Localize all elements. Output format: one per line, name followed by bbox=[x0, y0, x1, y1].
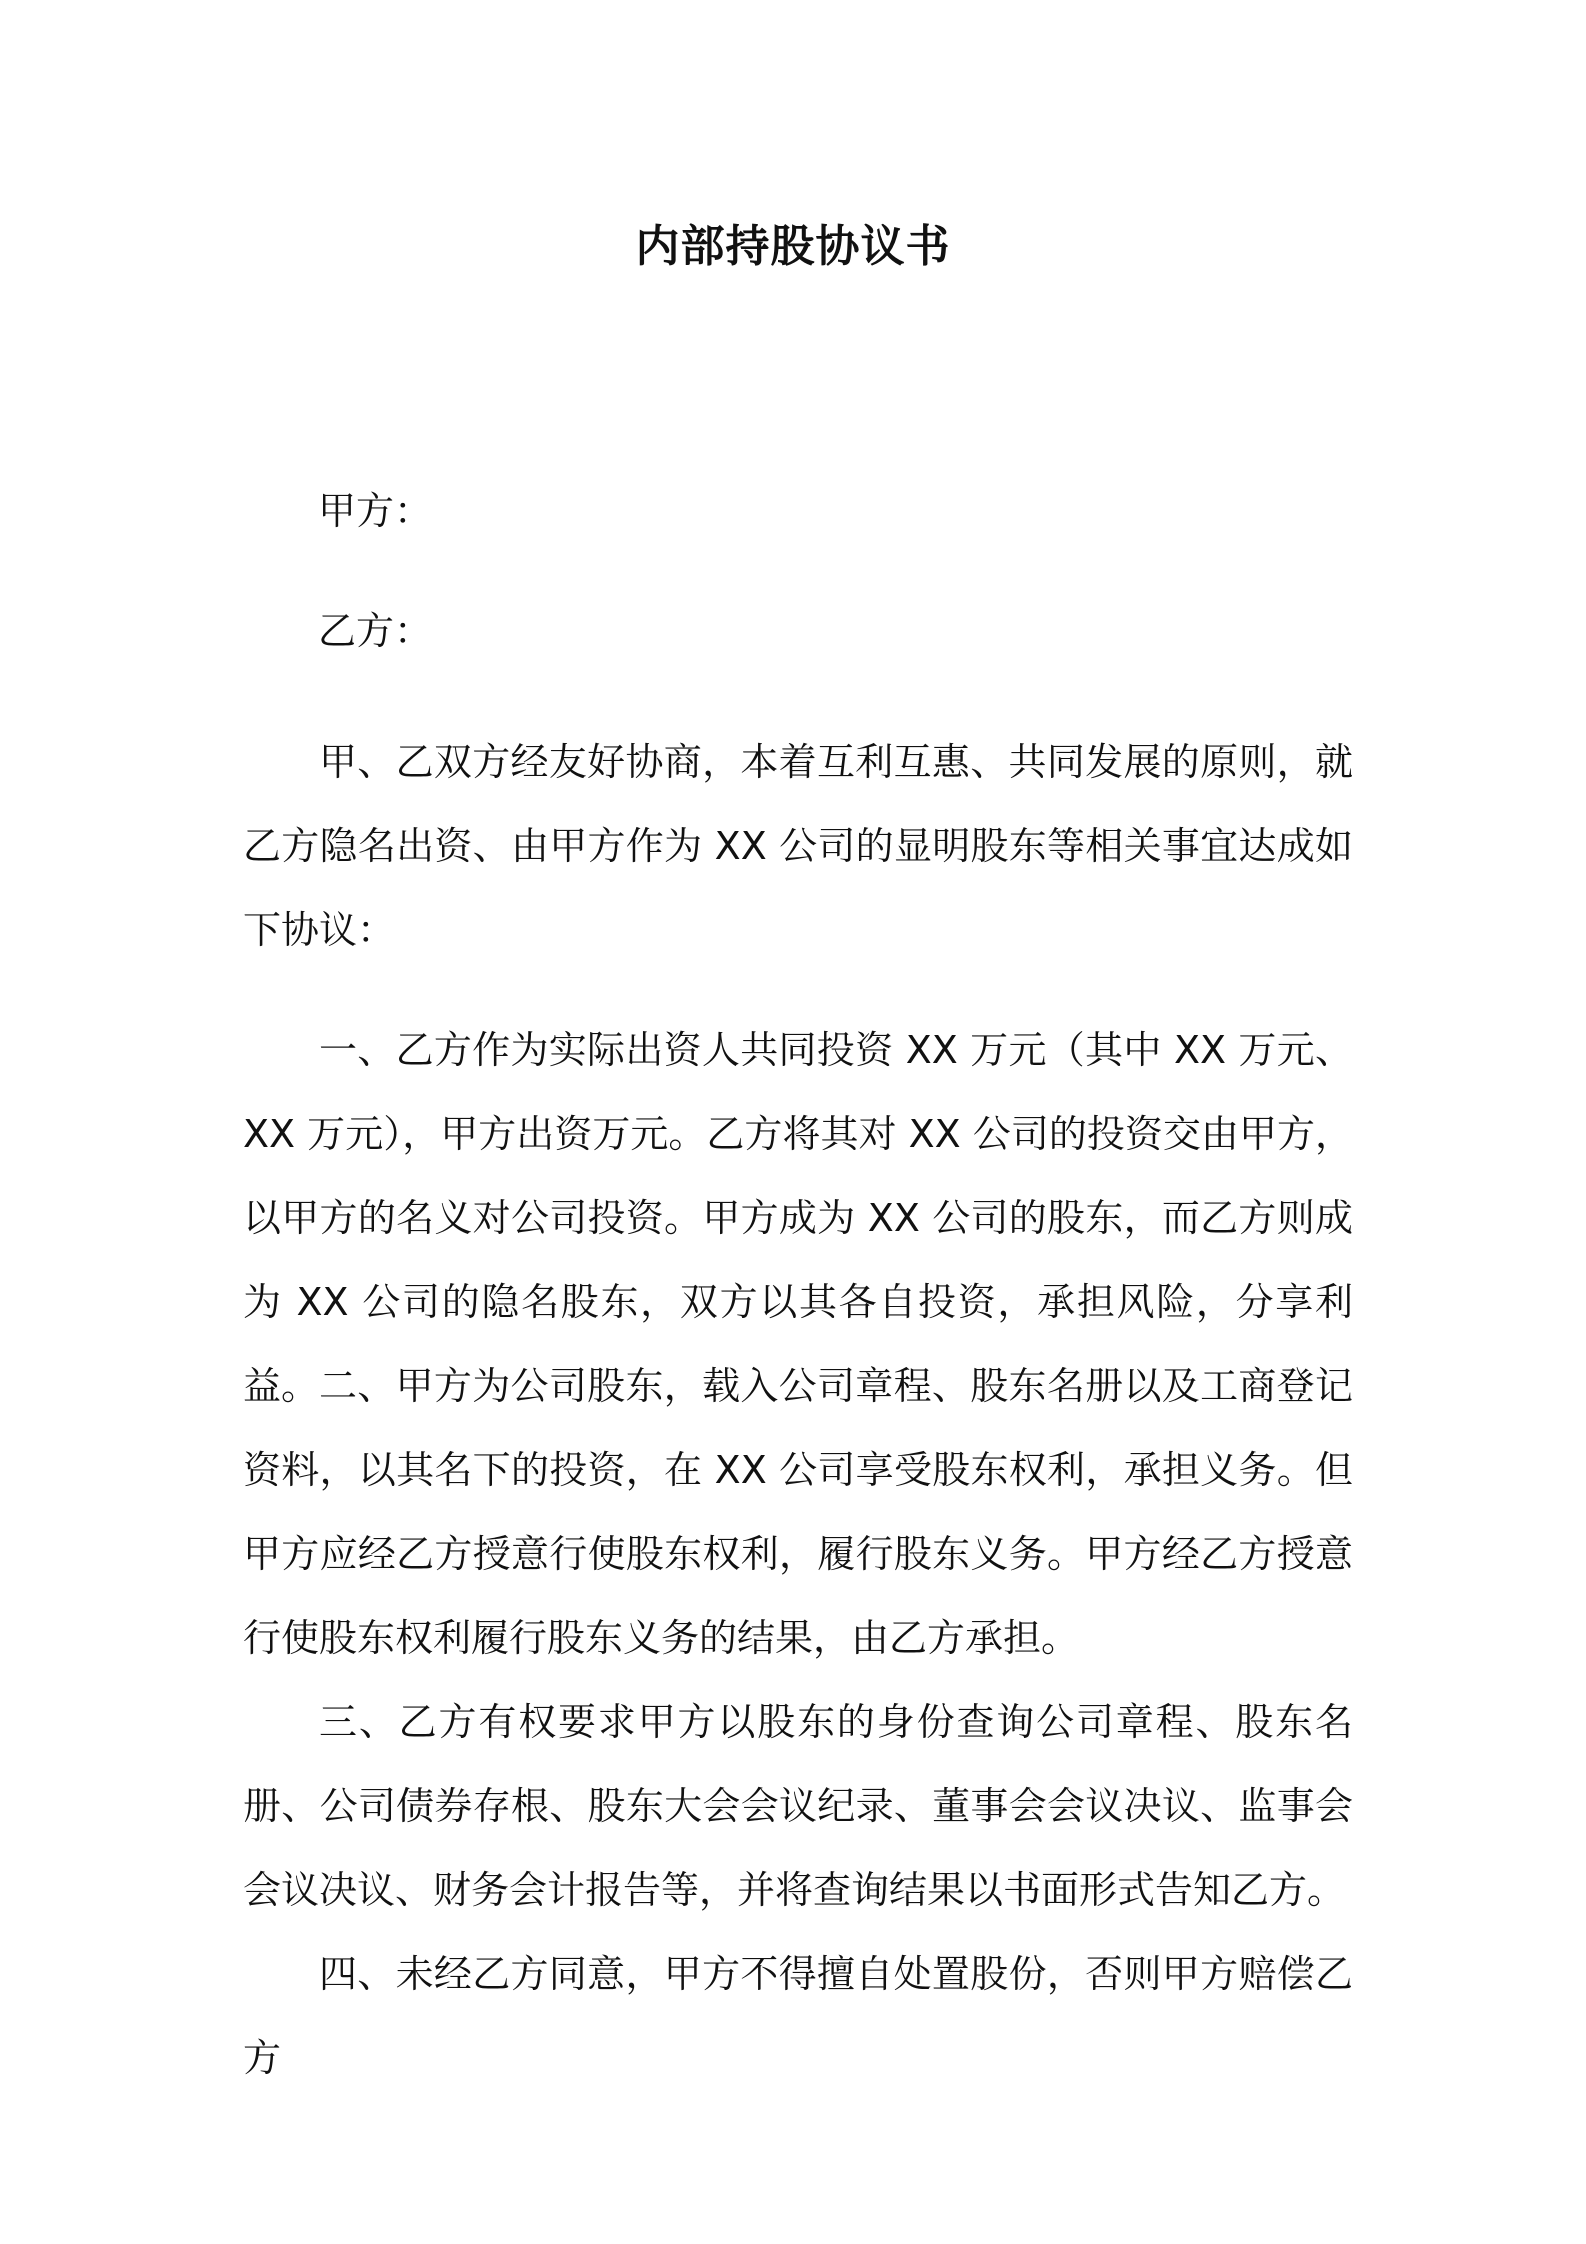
clause-1-paragraph: 一、乙方作为实际出资人共同投资 XX 万元（其中 XX 万元、XX 万元），甲方出资万元。乙方将其对 XX 公司的投资交由甲方，以甲方的名义对公司投资。甲方成为 XX 公司的股东，而乙方则成为 XX 公司的隐名股东，双方以其各自投资，承担风险，分享利益。 bbox=[243, 1028, 1353, 1408]
clause-2-paragraph: 二、甲方为公司股东，载入公司章程、股东名册以及工商登记资料，以其名下的投资，在 XX 公司享受股东权利，承担义务。但甲方应经乙方授意行使股东权利，履行股东义务。甲方经乙方授意行使股东权利履行股东义务的结果，由乙方承担。 bbox=[243, 1364, 1353, 1660]
party-b-label: 乙方： bbox=[318, 609, 433, 653]
party-a-label: 甲方： bbox=[318, 489, 433, 533]
clause-3-paragraph: 三、乙方有权要求甲方以股东的身份查询公司章程、股东名册、公司债券存根、股东大会会议纪录、董事会会议决议、监事会会议决议、财务会计报告等，并将查询结果以书面形式告知乙方。 bbox=[243, 1700, 1353, 1912]
intro-paragraph: 甲、乙双方经友好协商，本着互利互惠、共同发展的原则，就乙方隐名出资、由甲方作为 XX 公司的显明股东等相关事宜达成如下协议： bbox=[243, 740, 1353, 952]
document-title: 内部持股协议书 bbox=[635, 221, 951, 272]
clause-4-paragraph: 四、未经乙方同意，甲方不得擅自处置股份，否则甲方赔偿乙方 bbox=[243, 1952, 1353, 2080]
